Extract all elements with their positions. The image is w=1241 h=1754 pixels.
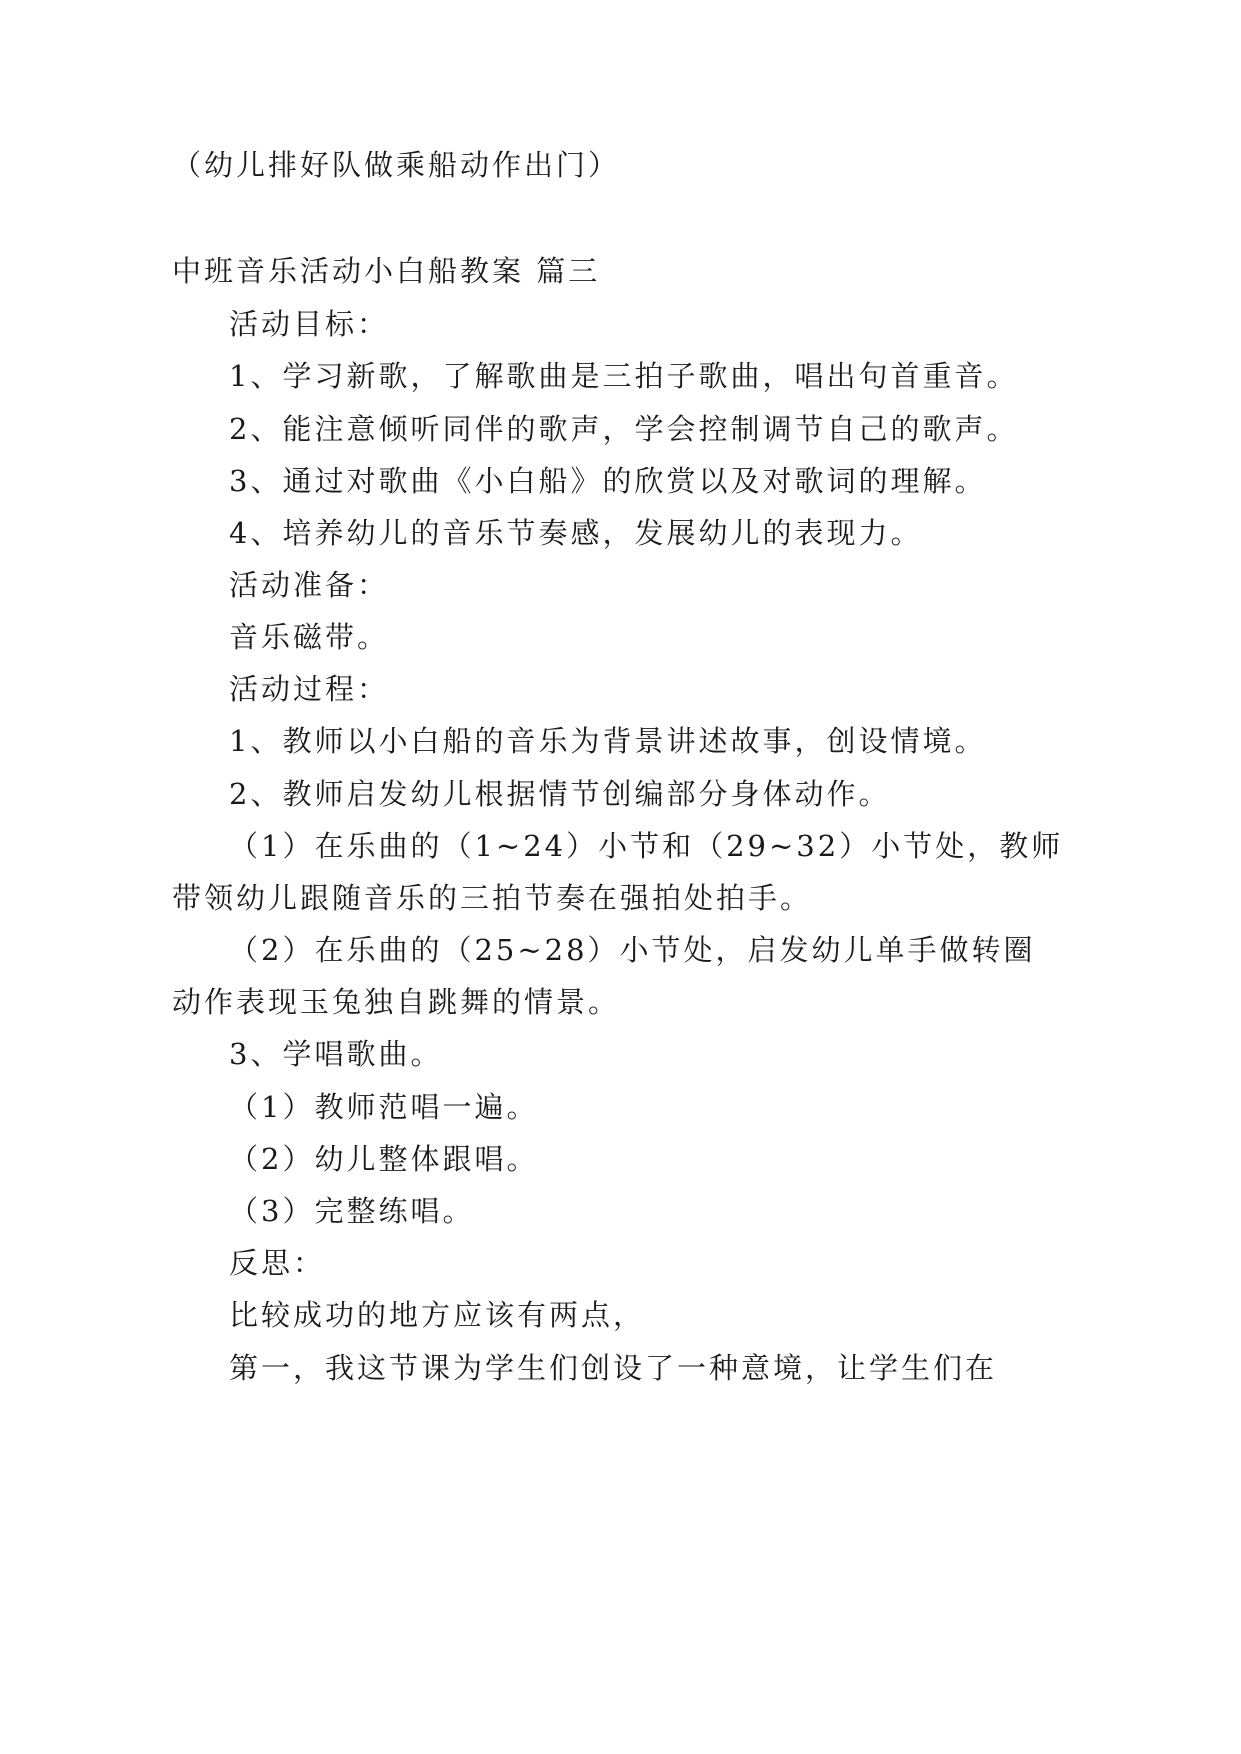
goals-heading: 活动目标： [229,307,390,341]
process-substep-continuation: 动作表现玉兔独自跳舞的情景。 [172,985,621,1019]
prep-text: 音乐磁带。 [229,620,390,654]
process-substep: （2）幼儿整体跟唱。 [229,1142,539,1176]
goal-item: 3、通过对歌曲《小白船》的欣赏以及对歌词的理解。 [229,464,987,498]
reflection-text: 第一，我这节课为学生们创设了一种意境，让学生们在 [229,1351,998,1385]
goal-item: 4、培养幼儿的音乐节奏感，发展幼儿的表现力。 [229,516,923,550]
process-substep: （1）在乐曲的（1~24）小节和（29~32）小节处，教师 [229,829,1064,863]
process-step: 2、教师启发幼儿根据情节创编部分身体动作。 [229,777,891,811]
goal-item: 1、学习新歌，了解歌曲是三拍子歌曲，唱出句首重音。 [229,359,1019,393]
process-substep: （2）在乐曲的（25~28）小节处，启发幼儿单手做转圈 [229,933,1036,967]
process-substep-continuation: 带领幼儿跟随音乐的三拍节奏在强拍处拍手。 [172,881,813,915]
prep-heading: 活动准备： [229,568,390,602]
reflection-text: 比较成功的地方应该有两点， [229,1298,646,1332]
process-step: 1、教师以小白船的音乐为背景讲述故事，创设情境。 [229,724,987,758]
intro-note: （幼儿排好队做乘船动作出门） [172,148,621,182]
process-substep: （3）完整练唱。 [229,1194,475,1228]
process-step: 3、学唱歌曲。 [229,1037,443,1071]
process-heading: 活动过程： [229,672,390,706]
process-substep: （1）教师范唱一遍。 [229,1090,539,1124]
reflection-heading: 反思： [229,1246,326,1280]
goal-item: 2、能注意倾听同伴的歌声，学会控制调节自己的歌声。 [229,412,1019,446]
document-title: 中班音乐活动小白船教案 篇三 [172,254,601,288]
